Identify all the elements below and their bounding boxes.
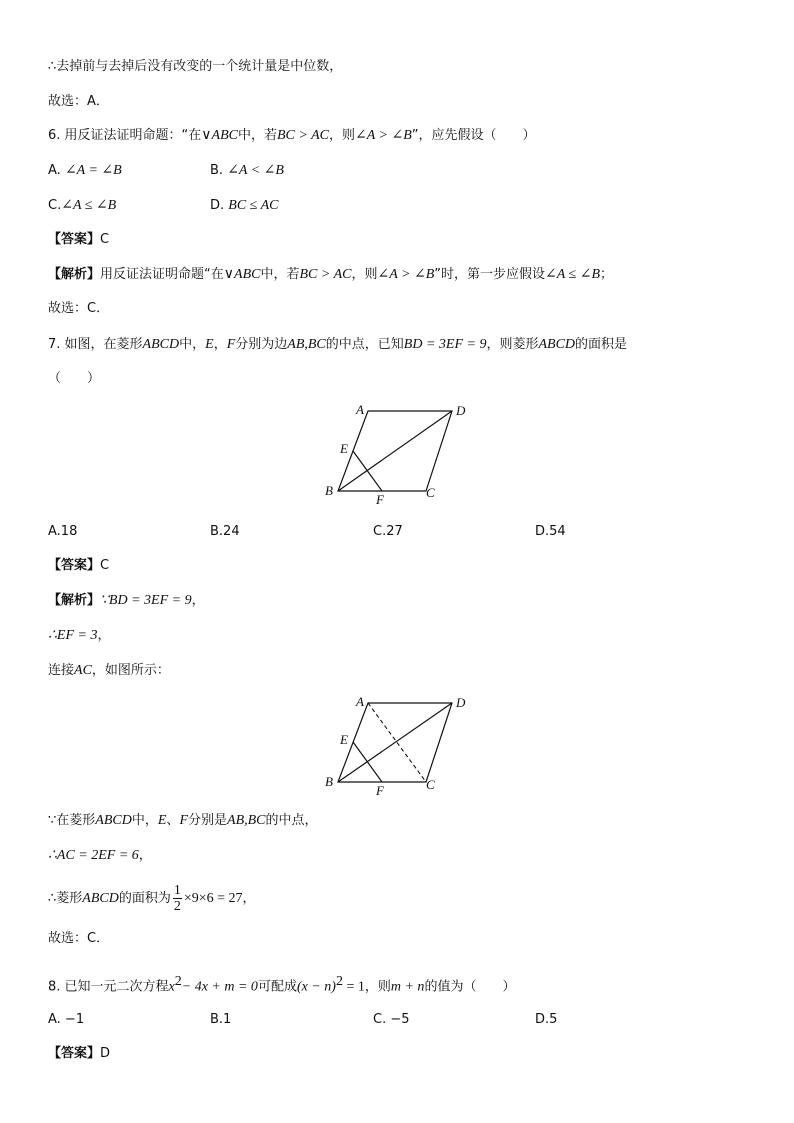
q7-answer-value: C	[100, 558, 110, 573]
q7-stem	[48, 336, 627, 354]
q7-because-f: F	[179, 813, 188, 828]
q6-option-d-label: D.	[210, 198, 225, 213]
q6-option-c-math: ∠A ≤ ∠B	[61, 198, 117, 213]
q7-area-line	[48, 882, 256, 916]
q7-because-sep: 、	[166, 813, 180, 828]
q6-answer	[48, 231, 109, 249]
q7-stem-text-c: 分别为边	[235, 337, 288, 352]
q7-option-c: C.27	[373, 524, 403, 539]
q6-option-b	[210, 162, 284, 180]
q6-analysis-triangle: ∨ABC	[223, 267, 261, 282]
q7-because	[48, 812, 318, 830]
q7-because-text-d: 的中点，	[265, 813, 318, 828]
q6-analysis-text-e: ；	[600, 267, 614, 282]
q7-area-numerator: 1	[173, 883, 181, 898]
q7-because-abbc: AB,BC	[227, 813, 266, 828]
q7-analysis-label: 【解析】	[48, 593, 101, 608]
q5-choose: 故选：A．	[48, 94, 109, 109]
q6-analysis-assume: ∠A ≤ ∠B	[545, 267, 600, 282]
q7-area-fraction	[173, 883, 182, 914]
q6-option-c	[48, 197, 116, 215]
segment-ef	[353, 451, 382, 491]
q7-because-text-b: 中，	[131, 813, 158, 828]
q6-option-d-math: BC ≤ AC	[228, 198, 279, 213]
q6-option-a	[48, 162, 122, 180]
q7-area-end: ，	[242, 891, 256, 906]
label-a: A	[356, 402, 364, 417]
q8-stem-square: 2	[174, 974, 182, 989]
q7-option-b: B.24	[210, 524, 240, 539]
q8-stem	[48, 971, 515, 998]
q7-ef-line	[48, 627, 110, 645]
q6-option-d	[210, 197, 279, 215]
q7-option-d: D.54	[535, 524, 566, 539]
q6-analysis-cond1: BC > AC	[299, 267, 352, 282]
q8-stem-equation-2: = 1	[342, 979, 365, 995]
q6-analysis-text-c: ，则	[351, 267, 378, 282]
q8-stem-x: x	[168, 979, 175, 995]
segment-ef-2	[353, 742, 382, 782]
q6-stem-text-b: 中，若	[237, 128, 277, 143]
label-b: B	[325, 483, 333, 498]
q7-area-expression: ×9×6 = 27	[183, 891, 243, 906]
q7-stem-abbc: AB,BC	[287, 337, 326, 352]
q7-because-text-c: 分别是	[188, 813, 228, 828]
diagonal-bd-2	[338, 703, 452, 782]
q6-analysis-text-a: 用反证法证明命题“在	[100, 267, 224, 282]
q7-because-abcd: ABCD	[95, 813, 132, 828]
q8-stem-mn: m + n	[390, 979, 425, 995]
q8-answer	[48, 1045, 110, 1063]
q8-stem-text-a: 8. 已知一元二次方程	[48, 979, 169, 995]
label-f: F	[376, 492, 384, 507]
q7-area-text-a: ∴菱形	[48, 891, 83, 906]
q8-answer-value: D	[100, 1046, 111, 1061]
q7-because-e: E	[157, 813, 167, 828]
label-c-2: C	[426, 777, 435, 792]
q7-area-denominator: 2	[173, 899, 181, 914]
q8-stem-equation-1: − 4x + m = 0	[181, 979, 258, 995]
q6-option-c-label: C.	[48, 198, 62, 213]
label-f-2: F	[376, 783, 384, 798]
q7-stem-comma: ，	[213, 337, 227, 352]
q7-stem-text-a: 7. 如图，在菱形	[48, 337, 143, 352]
q7-stem-abcd-2: ABCD	[538, 337, 576, 352]
label-b-2: B	[325, 774, 333, 789]
q6-stem-text-a: 6. 用反证法证明命题：“在	[48, 128, 202, 143]
q7-stem-text-e: ，则菱形	[486, 337, 539, 352]
q6-choose: 故选：C．	[48, 301, 110, 316]
q7-connect-ac: AC	[74, 663, 92, 678]
q8-stem-text-b: 可配成	[257, 979, 297, 995]
q7-analysis	[48, 592, 205, 610]
q7-area-text-b: 的面积为	[118, 891, 171, 906]
q8-stem-square-2: 2	[335, 974, 343, 989]
q6-answer-value: C	[100, 232, 110, 247]
q7-connect-text-a: 连接	[48, 663, 75, 678]
q6-analysis-text-b: 中，若	[260, 267, 300, 282]
q6-answer-label: 【答案】	[48, 232, 101, 247]
q7-because-text-a: ∵在菱形	[48, 813, 96, 828]
label-d: D	[456, 403, 466, 418]
label-a-2: A	[356, 694, 364, 709]
q7-ef-end: ，	[97, 628, 111, 643]
q6-stem-text-d: ”，应先假设（ ）	[411, 128, 536, 143]
q7-rhombus-figure	[320, 400, 480, 512]
q8-option-b: B.1	[210, 1012, 232, 1027]
q7-stem-abcd: ABCD	[142, 337, 180, 352]
q7-stem-f: F	[226, 337, 236, 352]
label-d-2: D	[456, 695, 466, 710]
q8-option-c: C. −5	[373, 1012, 410, 1027]
q8-stem-paren: (x − n)	[296, 979, 336, 995]
diagonal-ac-dashed	[368, 703, 426, 782]
q6-analysis-cond2: ∠A > ∠B	[377, 267, 435, 282]
q7-choose: 故选：C．	[48, 931, 110, 946]
q8-option-d: D.5	[535, 1012, 558, 1027]
q8-stem-text-d: 的值为（ ）	[424, 979, 516, 995]
q8-stem-text-c: ，则	[364, 979, 391, 995]
q6-option-b-math: ∠A < ∠B	[227, 163, 284, 178]
q7-connect-text-b: ，如图所示：	[91, 663, 170, 678]
q6-stem-text-c: ，则	[328, 128, 355, 143]
q6-analysis-label: 【解析】	[48, 267, 101, 282]
q6-option-a-label: A.	[48, 163, 61, 178]
q7-connect	[48, 662, 170, 680]
q7-area-abcd: ABCD	[82, 891, 119, 906]
q7-ac-end: ，	[138, 848, 152, 863]
label-e: E	[340, 441, 348, 456]
q7-stem-e: E	[205, 337, 214, 352]
q7-rhombus-figure-with-ac	[320, 692, 480, 800]
q6-stem	[48, 127, 536, 145]
label-e-2: E	[340, 732, 348, 747]
q7-analysis-given-end: ，	[191, 593, 205, 608]
q7-answer	[48, 557, 109, 575]
q7-stem-equation: BD = 3EF = 9	[403, 337, 487, 352]
q6-analysis-text-d: ”时，第一步应假设	[434, 267, 545, 282]
q7-stem-paren: （ ）	[48, 371, 101, 386]
q7-stem-text-f: 的面积是	[575, 337, 628, 352]
q7-stem-text-b: 中，	[179, 337, 206, 352]
q6-option-a-math: ∠A = ∠B	[64, 163, 122, 178]
q7-ef-value: ∴EF = 3	[48, 628, 98, 643]
q5-conclusion: ∴去掉前与去掉后没有改变的一个统计量是中位数，	[48, 59, 343, 74]
q6-stem-triangle: ∨ABC	[201, 128, 238, 143]
q8-answer-label: 【答案】	[48, 1046, 101, 1061]
q8-option-a: A. −1	[48, 1012, 85, 1027]
diagonal-bd	[338, 411, 452, 491]
q7-stem-text-d: 的中点，已知	[325, 337, 404, 352]
q6-analysis	[48, 266, 613, 284]
q7-analysis-given: ∵BD = 3EF = 9	[100, 593, 192, 608]
q7-ac-line	[48, 847, 152, 865]
label-c: C	[426, 485, 435, 500]
q6-stem-cond2: ∠A > ∠B	[355, 128, 412, 143]
q7-ac-value: ∴AC = 2EF = 6	[48, 848, 139, 863]
q6-stem-cond1: BC > AC	[277, 128, 329, 143]
q6-option-b-label: B.	[210, 163, 224, 178]
q7-answer-label: 【答案】	[48, 558, 101, 573]
q7-option-a: A.18	[48, 524, 78, 539]
